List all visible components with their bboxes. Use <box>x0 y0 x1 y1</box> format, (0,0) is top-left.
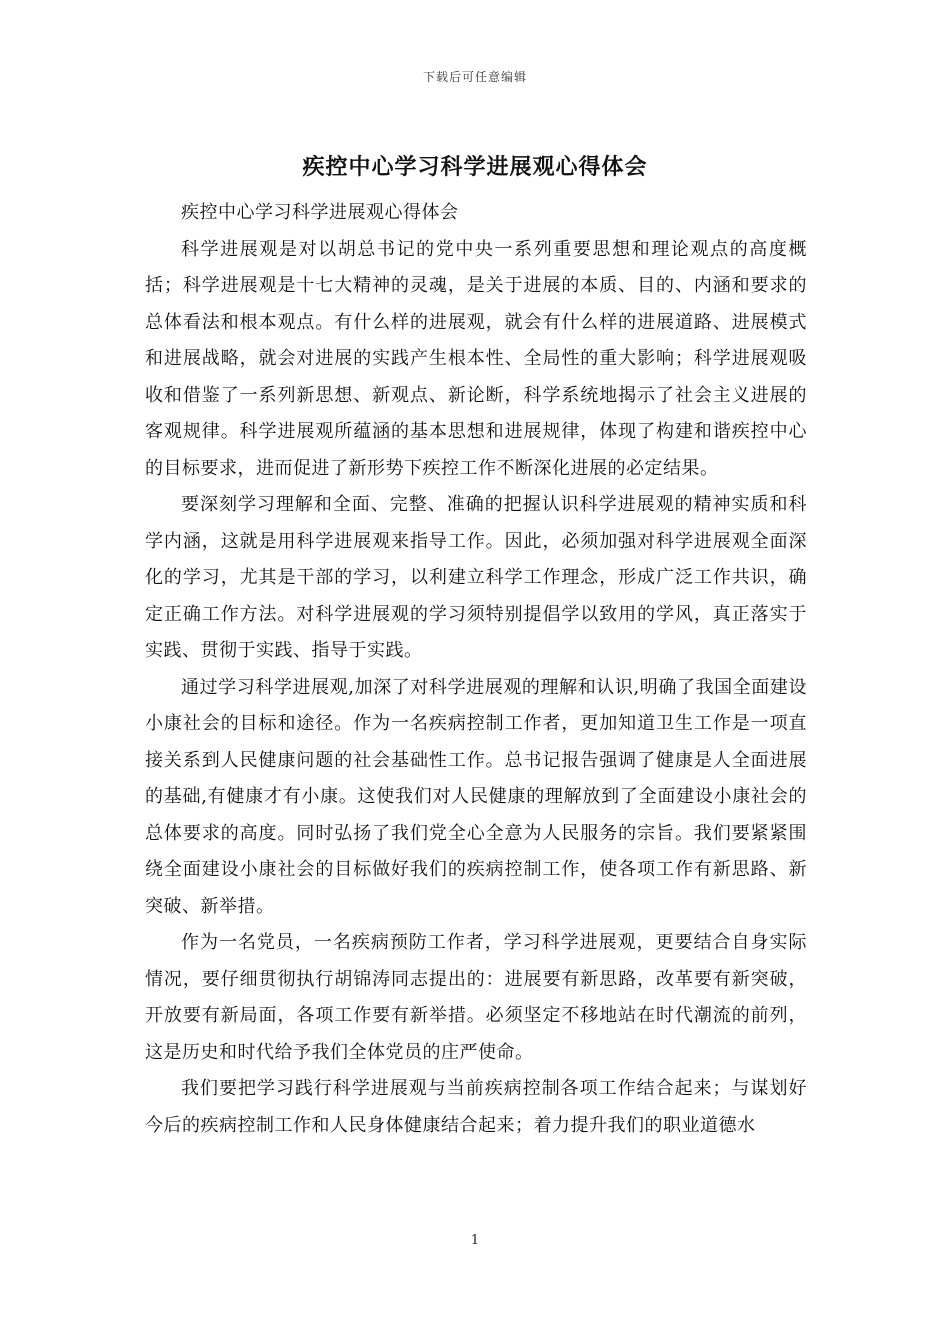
body-paragraph-2: 要深刻学习理解和全面、完整、准确的把握认识科学进展观的精神实质和科学内涵，这就是用科学进展观来指导工作。因此，必须加强对科学进展观全面深化的学习，尤其是干部的学习，以利建立科学工作理念，形成广泛工作共识，确定正确工作方法。对科学进展观的学习须特别提倡学以致用的学风，真正落实于实践、贯彻于实践、指导于实践。 <box>145 494 807 661</box>
header-note: 下载后可任意编辑 <box>422 70 527 84</box>
document-body <box>145 195 807 1144</box>
body-paragraph-4: 作为一名党员，一名疾病预防工作者，学习科学进展观，更要结合自身实际情况，要仔细贯彻执行胡锦涛同志提出的：进展要有新思路，改革要有新突破，开放要有新局面，各项工作要有新举措。必须坚定不移地站在时代潮流的前列，这是历史和时代给予我们全体党员的庄严使命。 <box>145 932 807 1063</box>
page-number: 1 <box>470 1233 480 1248</box>
body-paragraph-5: 我们要把学习践行科学进展观与当前疾病控制各项工作结合起来；与谋划好今后的疾病控制工作和人民身体健康结合起来；着力提升我们的职业道德水 <box>145 1078 807 1136</box>
body-paragraph-3: 通过学习科学进展观,加深了对科学进展观的理解和认识,明确了我国全面建设小康社会的目标和途径。作为一名疾病控制工作者，更加知道卫生工作是一项直接关系到人民健康问题的社会基础性工作。总书记报告强调了健康是人全面进展的基础,有健康才有小康。这使我们对人民健康的理解放到了全面建设小康社会的总体要求的高度。同时弘扬了我们党全心全意为人民服务的宗旨。我们要紧紧围绕全面建设小康社会的目标做好我们的疾病控制工作，使各项工作有新思路、新突破、新举措。 <box>145 676 807 917</box>
document-title: 疾控中心学习科学进展观心得体会 <box>302 154 648 180</box>
body-paragraph-1: 科学进展观是对以胡总书记的党中央一系列重要思想和理论观点的高度概括；科学进展观是十七大精神的灵魂，是关于进展的本质、目的、内涵和要求的总体看法和根本观点。有什么样的进展观，就会有什么样的进展道路、进展模式和进展战略，就会对进展的实践产生根本性、全局性的重大影响；科学进展观吸收和借鉴了一系列新思想、新观点、新论断，科学系统地揭示了社会主义进展的客观规律。科学进展观所蕴涵的基本思想和进展规律，体现了构建和谐疾控中心的目标要求，进而促进了新形势下疾控工作不断深化进展的必定结果。 <box>145 238 807 479</box>
subtitle-paragraph: 疾控中心学习科学进展观心得体会 <box>181 202 459 223</box>
